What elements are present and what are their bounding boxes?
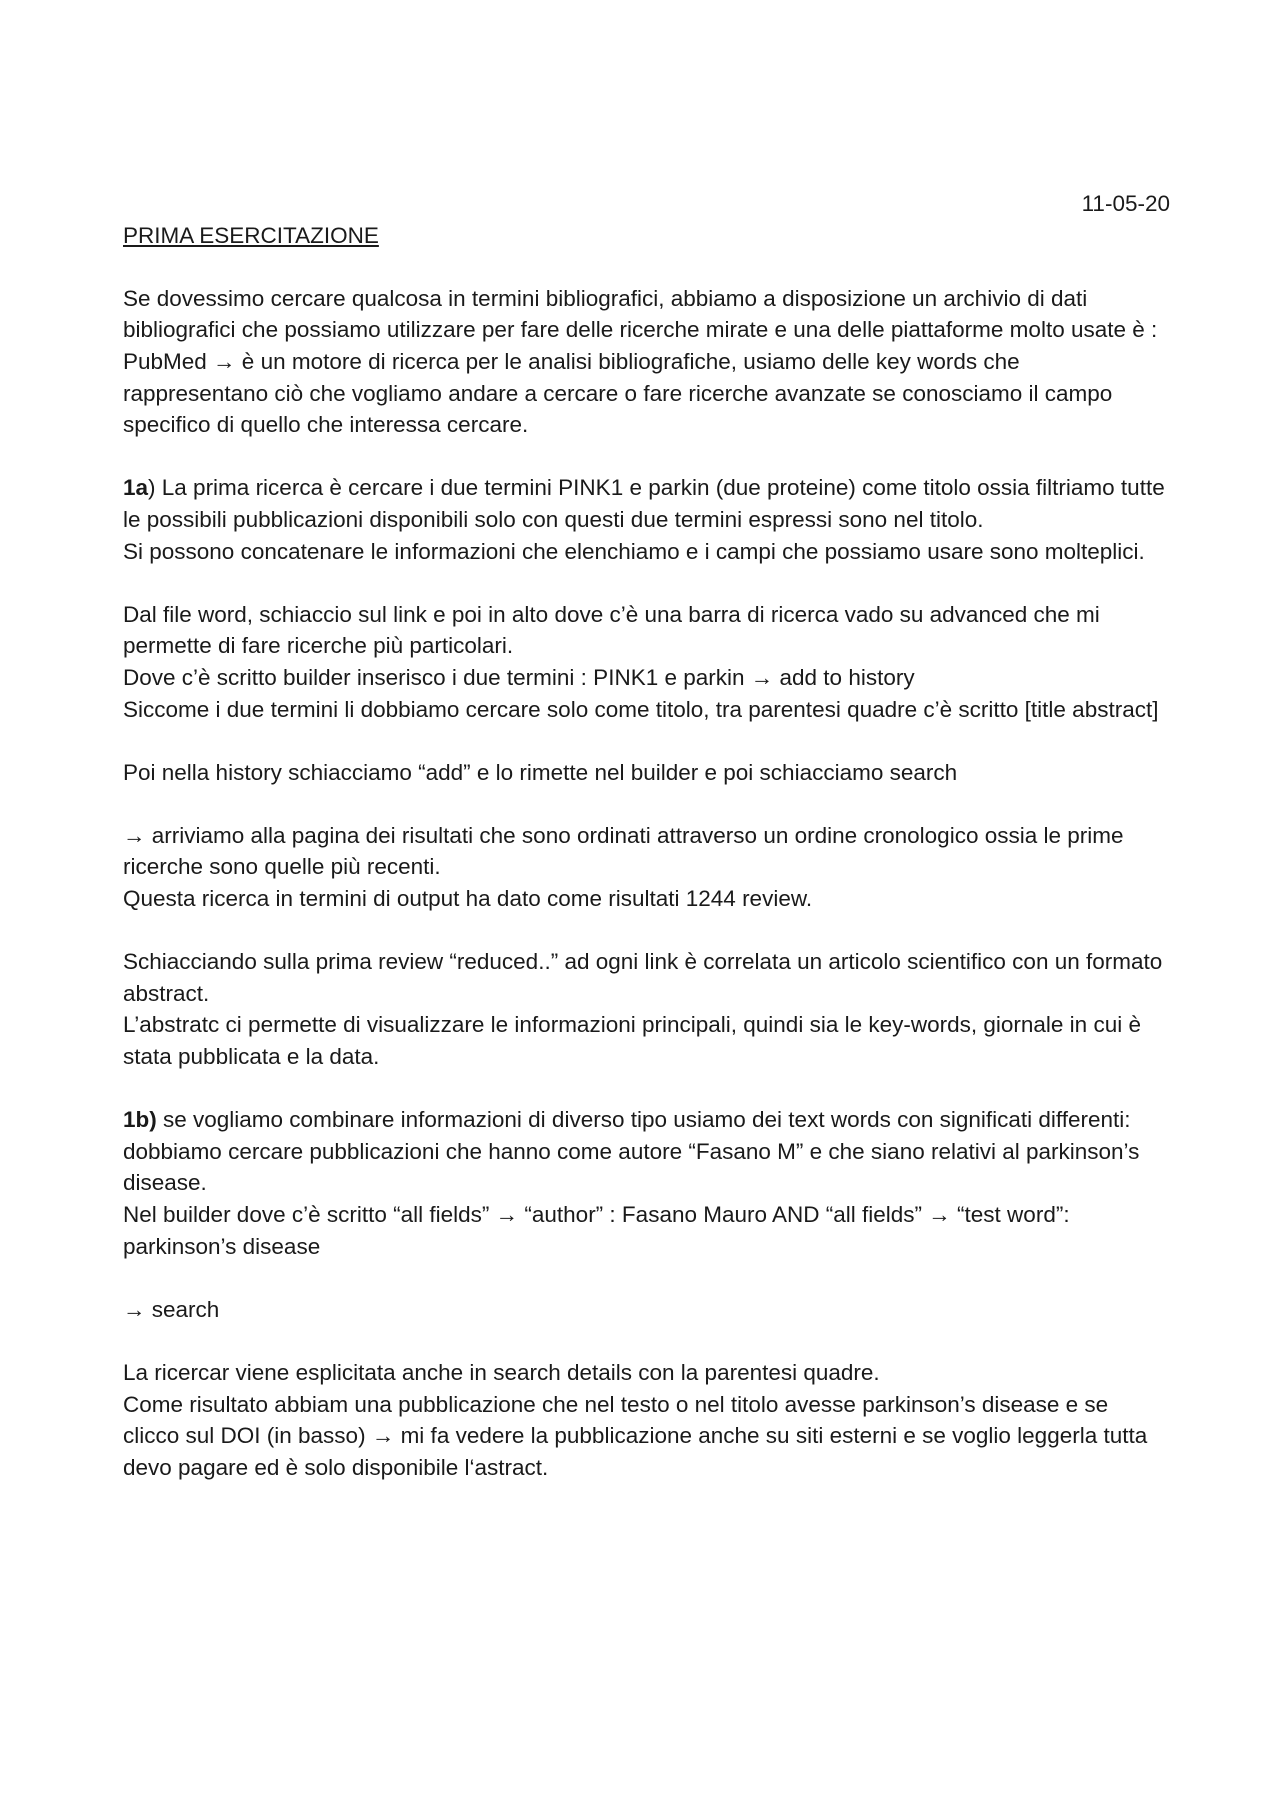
spacer bbox=[123, 1073, 1170, 1105]
document-body bbox=[123, 188, 1170, 1483]
paragraph-search-details: La ricercar viene esplicitata anche in search details con la parentesi quadre. bbox=[123, 1359, 880, 1385]
spacer bbox=[123, 788, 1170, 820]
paragraph-builder-fields: Nel builder dove c’è scritto “all fields” → “author” : Fasano Mauro AND “all fields” → “test word”: parkinson’s disease bbox=[123, 1202, 1070, 1259]
document-date: 11-05-20 bbox=[1081, 191, 1170, 216]
spacer bbox=[123, 441, 1170, 473]
paragraph-1b bbox=[123, 1104, 1170, 1199]
spacer bbox=[123, 1325, 1170, 1357]
paragraph-output: Questa ricerca in termini di output ha dato come risultati 1244 review. bbox=[123, 886, 813, 912]
paragraph-dal-file: Dal file word, schiaccio sul link e poi in alto dove c’è una barra di ricerca vado su advanced che mi permette di fare ricerche più particolari. bbox=[123, 601, 1100, 659]
paragraph-intro: Se dovessimo cercare qualcosa in termini bibliografici, abbiamo a disposizione un archivio di dati bibliografici che possiamo utilizzare per fare delle ricerche mirate e una delle piattaforme molto usate è : bbox=[123, 285, 1158, 343]
paragraph-risultato-doi: Come risultato abbiam una pubblicazione che nel testo o nel titolo avesse parkinson’s disease e se clicco sul DOI (in basso) → mi fa vedere la pubblicazione anche su siti esterni e se voglio leggerla tutta devo pagare ed è solo disponibile l‘astract. bbox=[123, 1391, 1148, 1480]
section-label-1a: 1a bbox=[123, 475, 149, 501]
section-label-1b: 1b) bbox=[123, 1107, 157, 1133]
paragraph-concatenare: Si possono concatenare le informazioni che elenchiamo e i campi che possiamo usare sono molteplici. bbox=[123, 538, 1145, 564]
paragraph-abstract: L’abstratc ci permette di visualizzare le informazioni principali, quindi sia le key-words, giornale in cui è stata pubblicata e la data. bbox=[123, 1012, 1141, 1070]
paragraph-review: Schiacciando sulla prima review “reduced..” ad ogni link è correlata un articolo scientifico con un formato abstract. bbox=[123, 949, 1163, 1006]
paragraph-1a bbox=[123, 472, 1170, 535]
section-text-1a: ) La prima ricerca è cercare i due termini PINK1 e parkin (due proteine) come titolo ossia filtriamo tutte le possibili pubblicazioni disponibili solo con questi due termini espressi sono nel titolo. bbox=[123, 475, 1165, 532]
paragraph-history: Poi nella history schiacciamo “add” e lo rimette nel builder e poi schiacciamo search bbox=[123, 759, 958, 785]
document-title: PRIMA ESERCITAZIONE bbox=[123, 222, 379, 248]
paragraph-pubmed: PubMed → è un motore di ricerca per le analisi bibliografiche, usiamo delle key words che rappresentano ciò che vogliamo andare a cercare o fare ricerche avanzate se conosciamo il campo specifico di quello che interessa cercare. bbox=[123, 348, 1113, 438]
paragraph-builder: Dove c’è scritto builder inserisco i due termini : PINK1 e parkin → add to history bbox=[123, 664, 915, 690]
section-text-1b: se vogliamo combinare informazioni di diverso tipo usiamo dei text words con significati differenti: dobbiamo cercare pubblicazioni che hanno come autore “Fasano M” e che siano relativi al parkinson’s disease. bbox=[123, 1107, 1140, 1196]
paragraph-risultati: → arriviamo alla pagina dei risultati che sono ordinati attraverso un ordine cronologico ossia le prime ricerche sono quelle più recenti. bbox=[123, 822, 1124, 880]
spacer bbox=[123, 725, 1170, 757]
paragraph-siccome: Siccome i due termini li dobbiamo cercare solo come titolo, tra parentesi quadre c’è scritto [title abstract] bbox=[123, 696, 1159, 722]
spacer bbox=[123, 1262, 1170, 1294]
spacer bbox=[123, 251, 1170, 283]
spacer bbox=[123, 915, 1170, 947]
paragraph-search: → search bbox=[123, 1296, 220, 1322]
spacer bbox=[123, 567, 1170, 599]
